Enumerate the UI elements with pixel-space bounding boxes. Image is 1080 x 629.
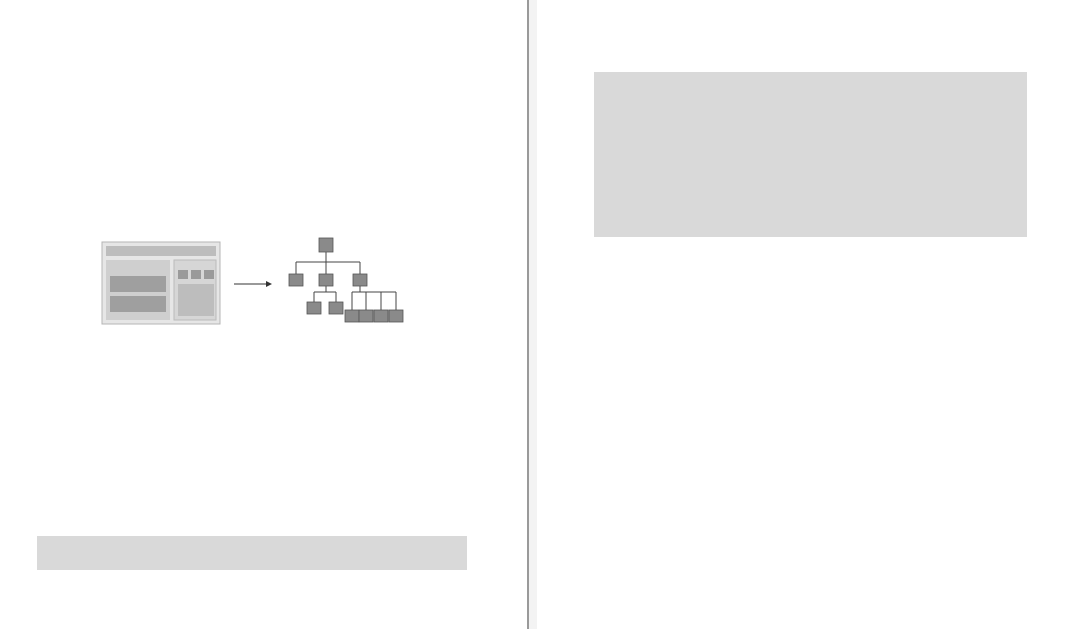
code-block — [37, 536, 467, 570]
tree-edges — [296, 252, 396, 310]
subsection-heading — [37, 441, 53, 457]
section-heading — [37, 361, 57, 377]
component-tree-figure — [100, 236, 420, 332]
left-page — [0, 0, 527, 629]
code-line — [617, 77, 1027, 90]
right-page — [537, 0, 1080, 629]
code-block — [594, 72, 1027, 237]
page-gutter — [529, 0, 537, 629]
tree-nodes — [289, 238, 403, 322]
